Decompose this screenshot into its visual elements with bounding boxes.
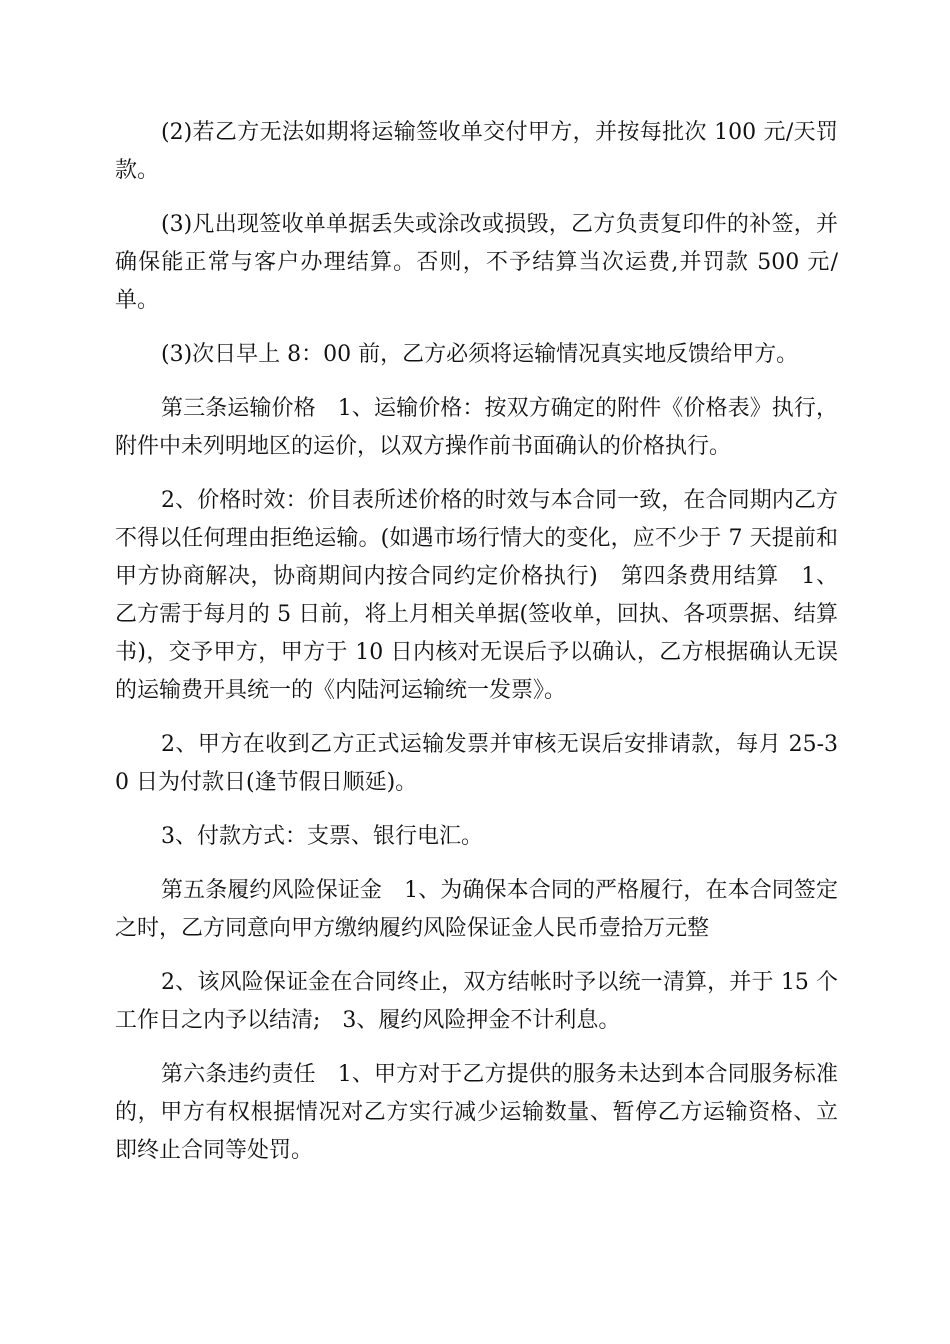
paragraph-deposit-settlement: 2、该风险保证金在合同终止，双方结帐时予以统一清算，并于 15 个工作日之内予以结清; 3、履约风险押金不计利息。 [115,970,838,1033]
paragraph-feedback-deadline: (3)次日早上 8：00 前，乙方必须将运输情况真实地反馈给甲方。 [161,342,799,367]
paragraph-penalty-signoff-lost: (3)凡出现签收单单据丢失或涂改或损毁，乙方负责复印件的补签，并确保能正常与客户办理结算。否则，不予结算当次运费,并罚款 500 元/单。 [115,212,838,313]
paragraph-article-6-liability: 第六条违约责任 1、甲方对于乙方提供的服务未达到本合同服务标准的，甲方有权根据情况对乙方实行减少运输数量、暂停乙方运输资格、立即终止合同等处罚。 [115,1062,838,1163]
paragraph-price-validity-article-4: 2、价格时效：价目表所述价格的时效与本合同一致，在合同期内乙方不得以任何理由拒绝运输。(如遇市场行情大的变化，应不少于 7 天提前和甲方协商解决，协商期间内按合同约定价格执行) 第四条费用结算 1、乙方需于每月的 5 日前，将上月相关单据(签收单，回执、各项票据、结算书)，交予甲方，甲方于 10 日内核对无误后予以确认，乙方根据确认无误的运输费开具统一的《内陆河运输统一发票》。 [115,488,838,703]
paragraph-payment-method: 3、付款方式：支票、银行电汇。 [161,824,483,849]
paragraph-penalty-signoff-late: (2)若乙方无法如期将运输签收单交付甲方，并按每批次 100 元/天罚款。 [115,120,838,183]
paragraph-payment-schedule: 2、甲方在收到乙方正式运输发票并审核无误后安排请款，每月 25-30 日为付款日(逢节假日顺延)。 [115,732,838,795]
paragraph-article-5-deposit: 第五条履约风险保证金 1、为确保本合同的严格履行，在本合同签定之时，乙方同意向甲方缴纳履约风险保证金人民币壹拾万元整 [115,878,838,941]
paragraph-article-3-transport-price: 第三条运输价格 1、运输价格：按双方确定的附件《价格表》执行，附件中未列明地区的运价，以双方操作前书面确认的价格执行。 [115,396,838,459]
